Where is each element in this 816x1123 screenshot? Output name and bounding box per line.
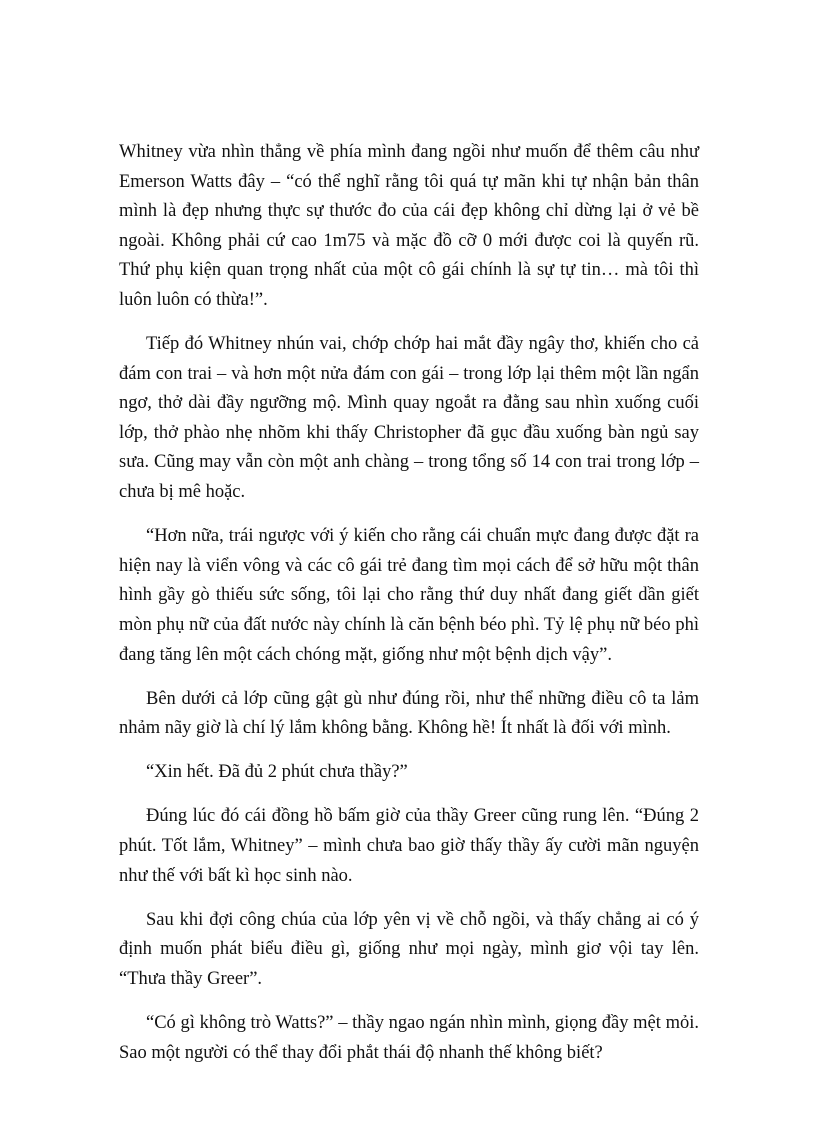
document-page xyxy=(119,138,699,1083)
paragraph-6: Đúng lúc đó cái đồng hồ bấm giờ của thầy Greer cũng rung lên. “Đúng 2 phút. Tốt lắm, Whitney” – mình chưa bao giờ thấy thầy ấy cười mãn nguyện như thế với bất kì học sinh nào. xyxy=(119,806,699,886)
paragraph-7: Sau khi đợi công chúa của lớp yên vị về chỗ ngồi, và thấy chẳng ai có ý định muốn phát biểu điều gì, giống như mọi ngày, mình giơ vội tay lên. “Thưa thầy Greer”. xyxy=(119,909,699,989)
paragraph-5: “Xin hết. Đã đủ 2 phút chưa thầy?” xyxy=(146,762,408,783)
paragraph-1: Whitney vừa nhìn thẳng về phía mình đang ngồi như muốn để thêm câu như Emerson Watts đây – “có thể nghĩ rằng tôi quá tự mãn khi tự nhận bản thân mình là đẹp nhưng thực sự thước đo của cái đẹp không chỉ dừng lại ở vẻ bề ngoài. Không phải cứ cao 1m75 và mặc đồ cỡ 0 mới được coi là quyến rũ. Thứ phụ kiện quan trọng nhất của một cô gái chính là sự tự tin… mà tôi thì luôn luôn có thừa!”. xyxy=(119,142,699,310)
paragraph-4: Bên dưới cả lớp cũng gật gù như đúng rồi, như thể những điều cô ta lảm nhảm nãy giờ là chí lý lắm không bằng. Không hề! Ít nhất là đối với mình. xyxy=(119,688,699,739)
paragraph-2: Tiếp đó Whitney nhún vai, chớp chớp hai mắt đầy ngây thơ, khiến cho cả đám con trai – và hơn một nửa đám con gái – trong lớp lại thêm một lần ngẩn ngơ, thở dài đầy ngưỡng mộ. Mình quay ngoắt ra đằng sau nhìn xuống cuối lớp, thở phào nhẹ nhõm khi thấy Christopher đã gục đầu xuống bàn ngủ say sưa. Cũng may vẫn còn một anh chàng – trong tổng số 14 con trai trong lớp – chưa bị mê hoặc. xyxy=(119,334,699,503)
paragraph-8: “Có gì không trò Watts?” – thầy ngao ngán nhìn mình, giọng đầy mệt mỏi. Sao một người có thể thay đổi phắt thái độ nhanh thế không biết? xyxy=(119,1012,699,1063)
paragraph-3: “Hơn nữa, trái ngược với ý kiến cho rằng cái chuẩn mực đang được đặt ra hiện nay là viển vông và các cô gái trẻ đang tìm mọi cách để sở hữu một thân hình gầy gò thiếu sức sống, tôi lại cho rằng thứ duy nhất đang giết dần giết mòn phụ nữ của đất nước này chính là căn bệnh béo phì. Tỷ lệ phụ nữ béo phì đang tăng lên một cách chóng mặt, giống như một bệnh dịch vậy”. xyxy=(119,526,699,665)
